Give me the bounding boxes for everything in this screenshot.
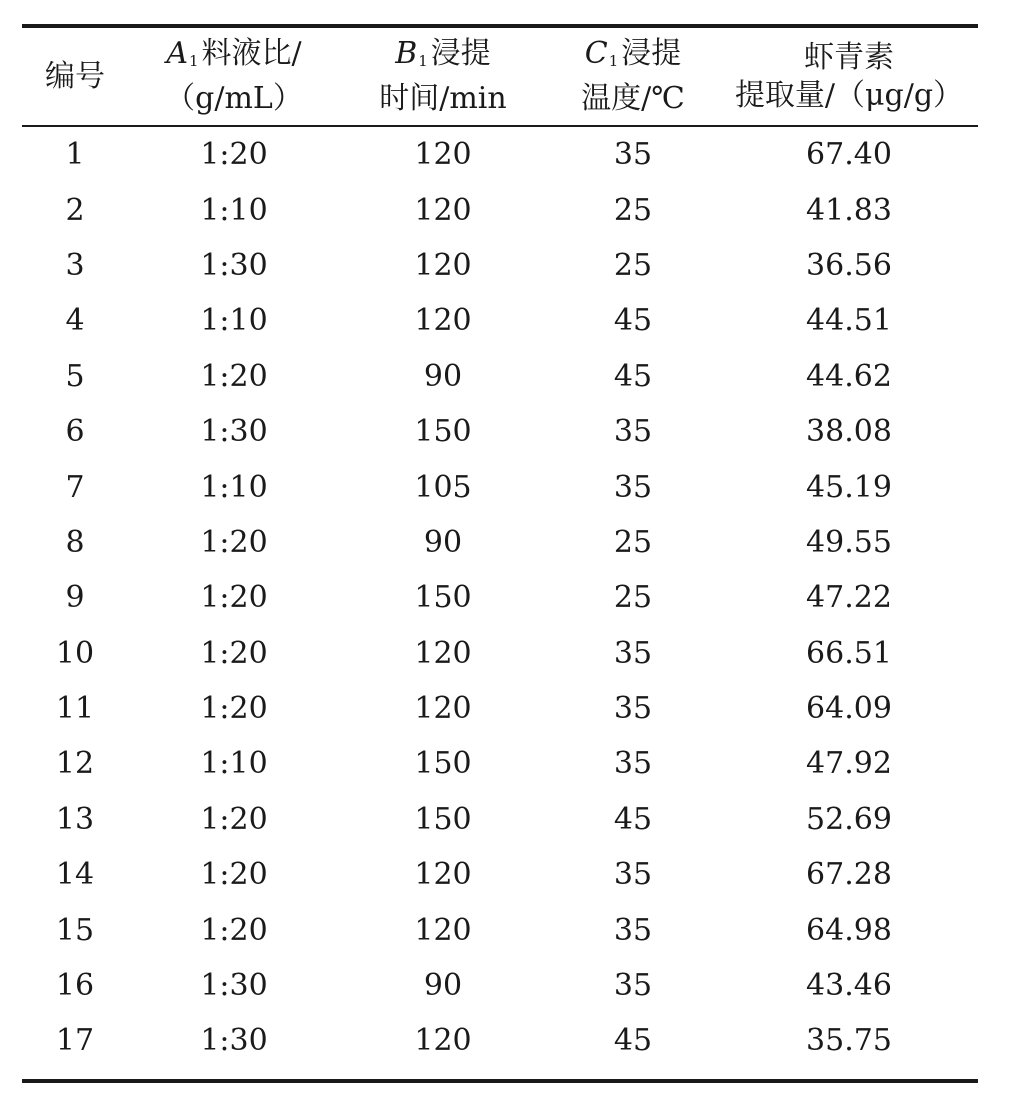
- cell-yield: 52.69: [806, 801, 892, 837]
- cell-ratio: 1:20: [200, 801, 268, 837]
- cell-temperature: 35: [613, 968, 653, 1004]
- cell-time: 120: [414, 247, 472, 283]
- table-row: [22, 127, 978, 182]
- table-bottom-rule: [22, 1079, 978, 1083]
- cell-time: 150: [414, 414, 472, 450]
- cell-index: 17: [55, 1023, 95, 1059]
- cell-temperature: 35: [613, 469, 653, 505]
- cell-index: 16: [55, 968, 95, 1004]
- cell-index: 5: [65, 358, 85, 394]
- cell-ratio: 1:10: [200, 469, 268, 505]
- cell-temperature: 25: [613, 524, 653, 560]
- cell-ratio: 1:20: [200, 857, 268, 893]
- cell-ratio: 1:20: [200, 912, 268, 948]
- cell-index: 1: [65, 137, 85, 173]
- factor-symbol: C: [584, 36, 608, 71]
- table-row: [22, 902, 978, 957]
- cell-ratio: 1:10: [200, 192, 268, 228]
- cell-temperature: 45: [613, 303, 653, 339]
- cell-index: 7: [65, 469, 85, 505]
- cell-ratio: 1:30: [200, 247, 268, 283]
- cell-ratio: 1:30: [200, 968, 268, 1004]
- cell-temperature: 25: [613, 247, 653, 283]
- table-row: [22, 958, 978, 1013]
- cell-ratio: 1:20: [200, 691, 268, 727]
- table-row: [22, 626, 978, 681]
- cell-index: 14: [55, 857, 95, 893]
- table-row: [22, 847, 978, 902]
- cell-time: 120: [414, 303, 472, 339]
- cell-time: 120: [414, 192, 472, 228]
- cell-yield: 41.83: [806, 192, 892, 228]
- table-row: [22, 570, 978, 625]
- cell-temperature: 35: [613, 137, 653, 173]
- table-row: [22, 293, 978, 348]
- cell-time: 120: [414, 912, 472, 948]
- table-row: [22, 736, 978, 791]
- cell-yield: 43.46: [806, 968, 892, 1004]
- cell-temperature: 35: [613, 912, 653, 948]
- table-body: [22, 127, 978, 1069]
- cell-time: 150: [414, 801, 472, 837]
- cell-yield: 66.51: [806, 635, 892, 671]
- table-row: [22, 792, 978, 847]
- cell-index: 4: [65, 303, 85, 339]
- cell-temperature: 45: [613, 1023, 653, 1059]
- cell-time: 120: [414, 857, 472, 893]
- table-row: [22, 515, 978, 570]
- cell-yield: 35.75: [806, 1023, 892, 1059]
- factor-symbol: B: [395, 36, 418, 71]
- table-row: [22, 238, 978, 293]
- cell-yield: 36.56: [806, 247, 892, 283]
- cell-time: 120: [414, 691, 472, 727]
- cell-temperature: 35: [613, 746, 653, 782]
- table-row: [22, 681, 978, 736]
- cell-yield: 49.55: [806, 524, 892, 560]
- cell-time: 90: [423, 968, 463, 1004]
- cell-ratio: 1:20: [200, 524, 268, 560]
- cell-index: 3: [65, 247, 85, 283]
- table-row: [22, 182, 978, 237]
- cell-ratio: 1:20: [200, 358, 268, 394]
- cell-yield: 64.98: [806, 912, 892, 948]
- cell-index: 12: [55, 746, 95, 782]
- cell-time: 105: [414, 469, 472, 505]
- cell-temperature: 35: [613, 635, 653, 671]
- cell-temperature: 25: [613, 580, 653, 616]
- cell-ratio: 1:30: [200, 414, 268, 450]
- cell-yield: 45.19: [806, 469, 892, 505]
- cell-time: 120: [414, 137, 472, 173]
- cell-time: 90: [423, 358, 463, 394]
- header-yield: 虾青素 提取量/（μg/g）: [734, 39, 964, 113]
- header-temperature: $C_1$ 浸提 温度/℃: [581, 36, 685, 116]
- cell-index: 6: [65, 414, 85, 450]
- cell-yield: 47.22: [806, 580, 892, 616]
- cell-temperature: 45: [613, 358, 653, 394]
- table-header-row: [22, 28, 978, 125]
- table-row: [22, 404, 978, 459]
- cell-index: 8: [65, 524, 85, 560]
- cell-yield: 64.09: [806, 691, 892, 727]
- cell-yield: 44.51: [806, 303, 892, 339]
- cell-yield: 67.40: [806, 137, 892, 173]
- cell-ratio: 1:30: [200, 1023, 268, 1059]
- cell-yield: 67.28: [806, 857, 892, 893]
- table-row: [22, 459, 978, 514]
- cell-time: 150: [414, 746, 472, 782]
- cell-temperature: 25: [613, 192, 653, 228]
- cell-ratio: 1:10: [200, 303, 268, 339]
- cell-index: 15: [55, 912, 95, 948]
- cell-index: 10: [55, 635, 95, 671]
- header-index: 编号: [45, 58, 105, 94]
- table-row: [22, 349, 978, 404]
- cell-yield: 38.08: [806, 414, 892, 450]
- cell-temperature: 35: [613, 414, 653, 450]
- cell-time: 120: [414, 1023, 472, 1059]
- factor-symbol: A: [166, 36, 188, 71]
- header-ratio: $A_1$ 料液比/ （g/mL）: [165, 36, 303, 116]
- cell-ratio: 1:10: [200, 746, 268, 782]
- cell-index: 11: [55, 691, 95, 727]
- cell-time: 120: [414, 635, 472, 671]
- cell-temperature: 45: [613, 801, 653, 837]
- cell-index: 13: [55, 801, 95, 837]
- cell-index: 2: [65, 192, 85, 228]
- cell-yield: 44.62: [806, 358, 892, 394]
- header-time: $B_1$ 浸提 时间/min: [379, 36, 507, 116]
- cell-yield: 47.92: [806, 746, 892, 782]
- cell-index: 9: [65, 580, 85, 616]
- cell-temperature: 35: [613, 857, 653, 893]
- cell-ratio: 1:20: [200, 635, 268, 671]
- cell-time: 90: [423, 524, 463, 560]
- cell-ratio: 1:20: [200, 580, 268, 616]
- cell-temperature: 35: [613, 691, 653, 727]
- cell-time: 150: [414, 580, 472, 616]
- table-row: [22, 1013, 978, 1068]
- cell-ratio: 1:20: [200, 137, 268, 173]
- data-table: [22, 24, 978, 1083]
